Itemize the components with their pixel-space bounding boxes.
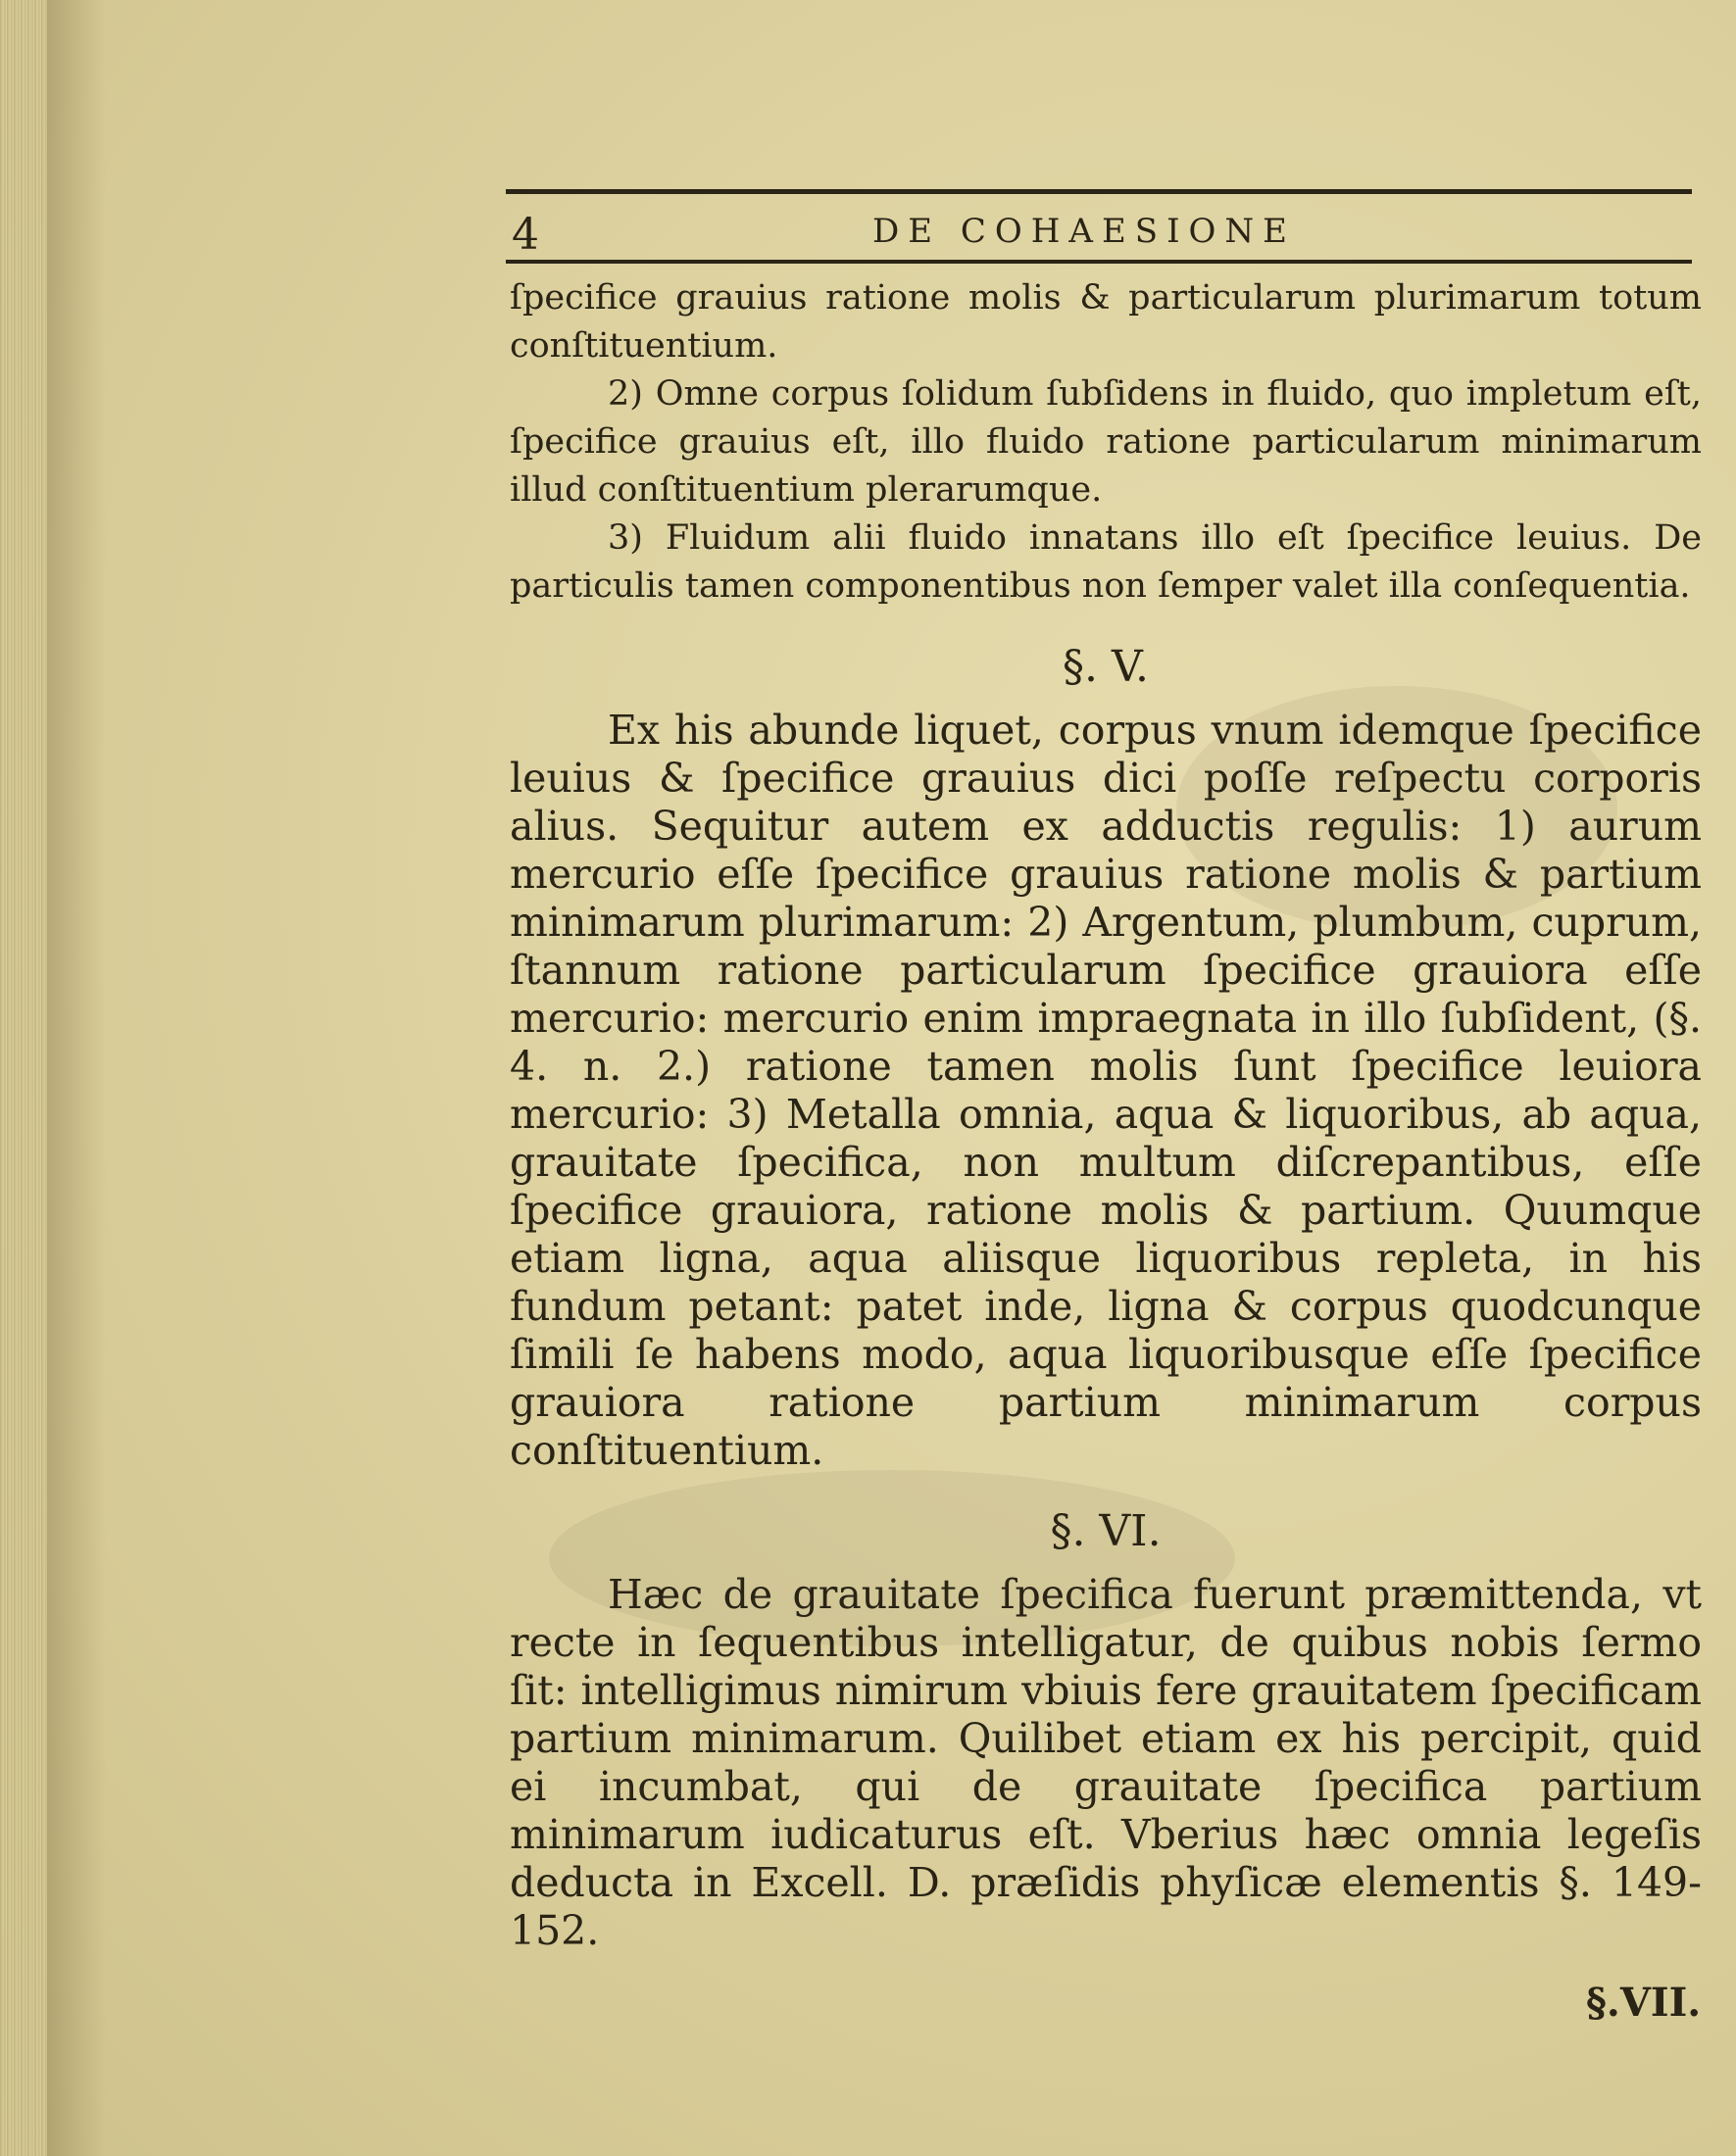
section-5-text: Ex his abunde liquet, corpus vnum idemque ſpecifice leuius & ſpecifice grauius dici poſſe reſpectu corporis alius. Sequitur autem ex adductis regulis: 1) aurum mercurio eſſe ſpecifice grauius ratione molis & partium minimarum plurimarum: 2) Argentum, plumbum, cuprum, ſtannum ratione particularum ſpecifice grauiora eſſe mercurio: mercurio enim impraegnata in illo ſubſident, (§. 4. n. 2.) ratione tamen molis ſunt ſpecifice leuiora mercurio: 3) Metalla omnia, aqua & liquoribus, ab aqua, grauitate ſpecifica, non multum diſcrepantibus, eſſe ſpecifice grauiora, ratione molis & partium. Quumque etiam ligna, aqua aliisque liquoribus repleta, in his fundum petant: patet inde, ligna & corpus quodcunque ſimili ſe habens modo, aqua liquoribusque eſſe ſpecifice grauiora ratione partium minimarum corpus conſtituentium. [510,707,1702,1474]
page-number: 4 [512,210,539,260]
header-rule-bottom [506,260,1692,264]
section-6-text: Hæc de grauitate ſpecifica fuerunt præmittenda, vt recte in ſequentibus intelligatur, de quibus nobis ſermo ſit: intelligimus nimirum vbiuis fere grauitatem ſpecificam partium minimarum. Quilibet etiam ex his percipit, quid ei incumbat, qui de grauitate ſpecifica partium minimarum iudicaturus eſt. Vberius hæc omnia legeſis deducta in Excell. D. præſidis phyſicæ elementis §. 149-152. [510,1571,1702,1954]
header-rule-top [506,189,1692,194]
paragraph-continuation: ſpecifice grauius ratione molis & particularum plurimarum totum conſtituentium. [510,278,1702,366]
paragraph-rule-2: 2) Omne corpus ſolidum ſubſidens in fluido, quo impletum eſt, ſpecifice grauius eſt, illo fluido ratione particularum minimarum illud conſtituentium plerarumque. [510,374,1702,510]
body-text [510,274,1702,1955]
gutter-shadow [47,0,106,2156]
section-heading-6: §. VI. [1050,1506,1162,1556]
paragraph-rule-3: 3) Fluidum alii fluido innatans illo eſt ſpecifice leuius. De particulis tamen componentibus non ſemper valet illa conſequentia. [510,518,1702,606]
section-heading-5: §. V. [1062,642,1150,692]
catchword: §.VII. [1586,1980,1702,2026]
page-leaf-edges [0,0,47,2156]
running-title: DE COHAESIONE [872,212,1296,251]
